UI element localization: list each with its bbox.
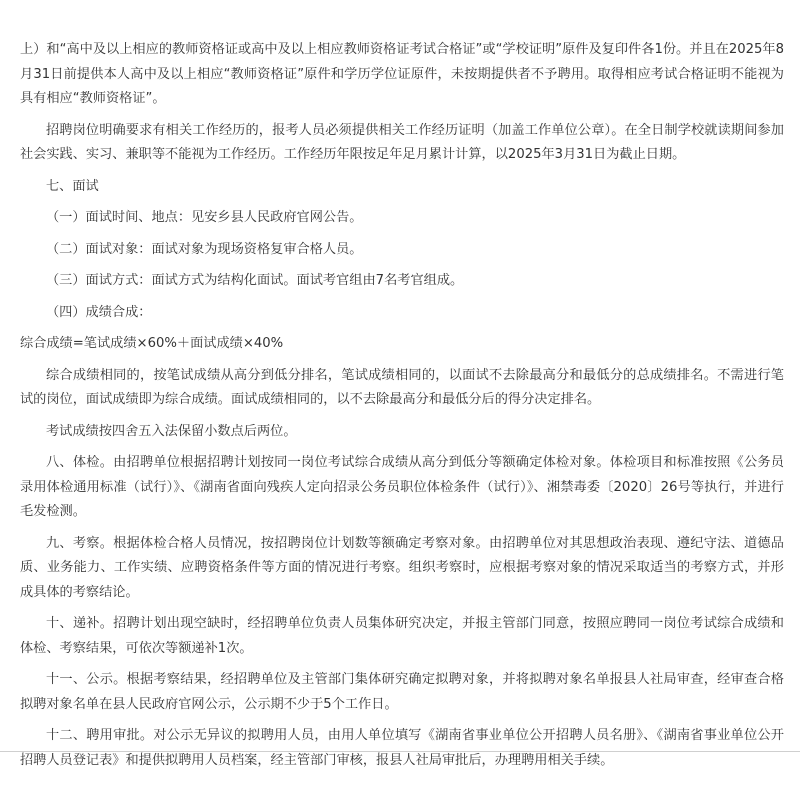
paragraph-score-rounding: 考试成绩按四舍五入法保留小数点后两位。 bbox=[46, 423, 297, 439]
paragraph-work-experience: 招聘岗位明确要求有相关工作经历的，报考人员必须提供相关工作经历证明（加盖工作单位公章）。在全日制学校就读期间参加社会实践、实习、兼职等不能视为工作经历。工作经历年限按足年足月累计计算，以2025年3月31日为截止日期。 bbox=[20, 122, 784, 162]
section-heading-interview: 七、面试 bbox=[46, 178, 99, 194]
paragraph-score-synthesis: （四）成绩合成： bbox=[46, 304, 152, 320]
section-publicity: 十一、公示。根据考察结果，经招聘单位及主管部门集体研究确定拟聘对象，并将拟聘对象名单报县人社局审查，经审查合格拟聘对象名单在县人民政府官网公示，公示期不少于5个工作日。 bbox=[20, 672, 784, 712]
paragraph-interview-time-place: （一）面试时间、地点：见安乡县人民政府官网公告。 bbox=[46, 210, 363, 225]
section-replacement: 十、递补。招聘计划出现空缺时，经招聘单位负责人员集体研究决定，并报主管部门同意，按照应聘同一岗位考试综合成绩和体检、考察结果，可依次等额递补1次。 bbox=[20, 616, 784, 656]
paragraph-teacher-certificate: 上）和“高中及以上相应的教师资格证或高中及以上相应教师资格证考试合格证”或“学校证明”原件及复印件各1份。并且在2025年8月31日前提供本人高中及以上相应“教师资格证”原件和学历学位证原件，未按期提供者不予聘用。取得相应考试合格证明不能视为具有相应“教师资格证”。 bbox=[20, 42, 784, 106]
paragraph-tie-ranking: 综合成绩相同的，按笔试成绩从高分到低分排名，笔试成绩相同的，以面试不去除最高分和最低分的总成绩排名。不需进行笔试的岗位，面试成绩即为综合成绩。面试成绩相同的，以不去除最高分和最低分后的得分决定排名。 bbox=[20, 367, 784, 407]
paragraph-interview-target: （二）面试对象：面试对象为现场资格复审合格人员。 bbox=[46, 241, 363, 257]
bottom-divider bbox=[0, 751, 800, 752]
section-employment-approval: 十二、聘用审批。对公示无异议的拟聘用人员，由用人单位填写《湖南省事业单位公开招聘人员名册》、《湖南省事业单位公开招聘人员登记表》和提供拟聘用人员档案，经主管部门审核，报县人社局审批后，办理聘用相关手续。 bbox=[20, 728, 784, 768]
section-physical-exam: 八、体检。由招聘单位根据招聘计划按同一岗位考试综合成绩从高分到低分等额确定体检对象。体检项目和标准按照《公务员录用体检通用标准（试行）》、《湖南省面向残疾人定向招录公务员职位体检条件（试行）》、湘禁毒委〔2020〕26号等执行，并进行毛发检测。 bbox=[20, 455, 784, 519]
paragraph-interview-method: （三）面试方式：面试方式为结构化面试。面试考官组由7名考官组成。 bbox=[46, 273, 464, 288]
article-body bbox=[0, 38, 800, 773]
formula-composite-score: 综合成绩=笔试成绩×60%＋面试成绩×40% bbox=[20, 336, 284, 351]
section-inspection: 九、考察。根据体检合格人员情况，按招聘岗位计划数等额确定考察对象。由招聘单位对其思想政治表现、遵纪守法、道德品质、业务能力、工作实绩、应聘资格条件等方面的情况进行考察。组织考察时，应根据考察对象的情况采取适当的考察方式，并形成具体的考察结论。 bbox=[20, 535, 784, 600]
